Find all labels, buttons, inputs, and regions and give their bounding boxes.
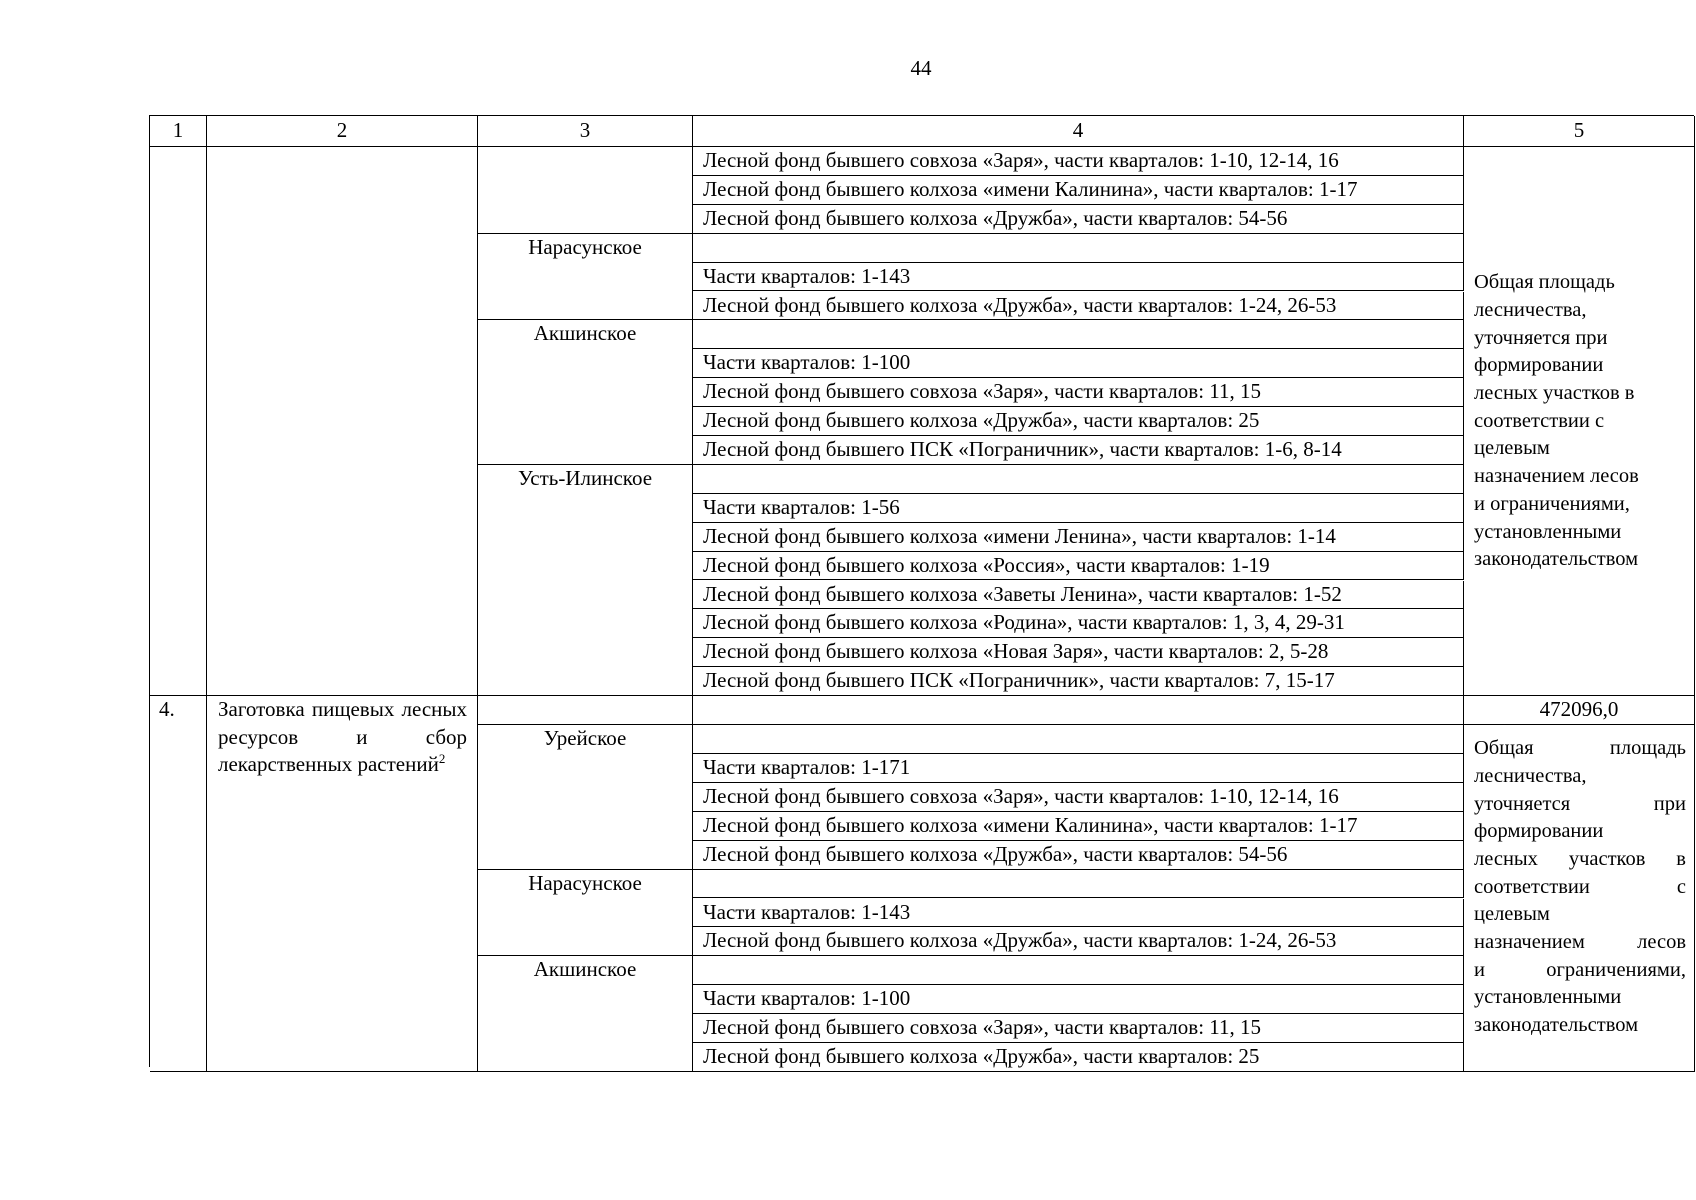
quarter-description-row [693, 696, 1464, 725]
quarter-description-row: Части кварталов: 1-56 [693, 494, 1464, 523]
area-note-cell [1464, 725, 1695, 1072]
area-note-line: Общая площадь [1474, 271, 1615, 294]
quarter-description-row [693, 870, 1464, 899]
area-note-line: лесничества, [1474, 764, 1587, 787]
quarter-description-row: Лесной фонд бывшего колхоза «Дружба», части кварталов: 1-24, 26-53 [693, 927, 1464, 956]
area-note-line: лесных участков в [1474, 382, 1635, 404]
row-number-cell: 4. [150, 696, 207, 1072]
column-header-3: 3 [478, 116, 693, 147]
forestry-district-cell: Акшинское [478, 320, 693, 465]
forestry-district-cell [478, 696, 693, 725]
quarter-description-row: Лесной фонд бывшего колхоза «Дружба», части кварталов: 54-56 [693, 205, 1464, 234]
quarter-description-row [693, 465, 1464, 494]
quarter-description-row: Части кварталов: 1-143 [693, 263, 1464, 292]
quarter-description-row: Лесной фонд бывшего колхоза «Заветы Ленина», части кварталов: 1-52 [693, 581, 1464, 610]
quarter-description-row: Лесной фонд бывшего колхоза «Россия», части кварталов: 1-19 [693, 552, 1464, 581]
activity-cell [207, 147, 478, 696]
area-note-line: назначением лесов [1474, 465, 1639, 488]
area-note-line: и ограничениями, [1474, 958, 1686, 981]
quarter-description-row: Лесной фонд бывшего совхоза «Заря», части кварталов: 1-10, 12-14, 16 [693, 783, 1464, 812]
area-note-line: соответствии с [1474, 875, 1686, 898]
area-note-line: лесных участков в [1474, 847, 1686, 870]
area-note-line: установленными [1474, 520, 1622, 543]
forestry-district-cell: Нарасунское [478, 870, 693, 957]
forestry-district-cell [478, 147, 693, 234]
quarter-description-row: Части кварталов: 1-100 [693, 349, 1464, 378]
quarter-description-row: Лесной фонд бывшего ПСК «Пограничник», части кварталов: 1-6, 8-14 [693, 436, 1464, 465]
forestry-district-cell: Акшинское [478, 956, 693, 1072]
area-note-line: уточняется при [1474, 326, 1608, 349]
area-note-cell [1464, 147, 1695, 696]
quarter-description-row: Части кварталов: 1-100 [693, 985, 1464, 1014]
quarter-description-row: Лесной фонд бывшего колхоза «Новая Заря», части кварталов: 2, 5-28 [693, 638, 1464, 667]
quarter-description-row [693, 234, 1464, 263]
forestry-district-cell: Усть-Илинское [478, 465, 693, 696]
area-note-line: назначением лесов [1474, 931, 1686, 954]
activity-text: Заготовка пищевых лесных ресурсов и сбор лекарственных растений [218, 697, 467, 777]
area-note-line: законодательством [1474, 1014, 1639, 1037]
quarter-description-row: Лесной фонд бывшего колхоза «Дружба», части кварталов: 25 [693, 407, 1464, 436]
area-note-line: целевым [1474, 437, 1550, 460]
area-note-line: лесничества, [1474, 298, 1587, 321]
forestry-district-cell: Нарасунское [478, 234, 693, 321]
quarter-description-row [693, 725, 1464, 754]
area-note-line: соответствии с [1474, 409, 1605, 432]
quarter-description-row: Лесной фонд бывшего совхоза «Заря», части кварталов: 11, 15 [693, 1014, 1464, 1043]
forest-table [149, 115, 1694, 1067]
column-header-5: 5 [1464, 116, 1695, 147]
quarter-description-row: Лесной фонд бывшего колхоза «Родина», части кварталов: 1, 3, 4, 29-31 [693, 609, 1464, 638]
forestry-district-cell: Урейское [478, 725, 693, 870]
area-note-line: целевым [1474, 903, 1550, 926]
area-note-line: уточняется при [1474, 792, 1686, 815]
area-note-line: Общая площадь [1474, 737, 1686, 760]
quarter-description-row: Лесной фонд бывшего колхоза «имени Калинина», части кварталов: 1-17 [693, 176, 1464, 205]
quarter-description-row: Лесной фонд бывшего колхоза «имени Калинина», части кварталов: 1-17 [693, 812, 1464, 841]
quarter-description-row: Лесной фонд бывшего колхоза «имени Ленина», части кварталов: 1-14 [693, 523, 1464, 552]
quarter-description-row: Лесной фонд бывшего совхоза «Заря», части кварталов: 1-10, 12-14, 16 [693, 147, 1464, 176]
row-number-cell [150, 147, 207, 696]
area-note-line: законодательством [1474, 548, 1639, 571]
column-header-4: 4 [693, 116, 1464, 147]
area-note-line: и ограничениями, [1474, 492, 1630, 515]
page-number: 44 [910, 56, 932, 80]
quarter-description-row: Части кварталов: 1-171 [693, 754, 1464, 783]
area-note-line: формировании [1474, 820, 1604, 843]
quarter-description-row: Лесной фонд бывшего совхоза «Заря», части кварталов: 11, 15 [693, 378, 1464, 407]
quarter-description-row: Части кварталов: 1-143 [693, 899, 1464, 928]
area-note-line: формировании [1474, 354, 1604, 377]
column-header-1: 1 [150, 116, 207, 147]
quarter-description-row: Лесной фонд бывшего колхоза «Дружба», части кварталов: 1-24, 26-53 [693, 292, 1464, 321]
quarter-description-row [693, 956, 1464, 985]
area-note-line: установленными [1474, 986, 1622, 1009]
footnote-marker: 2 [438, 751, 446, 767]
column-header-2: 2 [207, 116, 478, 147]
quarter-description-row: Лесной фонд бывшего колхоза «Дружба», части кварталов: 54-56 [693, 841, 1464, 870]
quarter-description-row [693, 320, 1464, 349]
quarter-description-row: Лесной фонд бывшего ПСК «Пограничник», части кварталов: 7, 15-17 [693, 667, 1464, 696]
total-area-cell: 472096,0 [1464, 696, 1695, 725]
quarter-description-row: Лесной фонд бывшего колхоза «Дружба», части кварталов: 25 [693, 1043, 1464, 1072]
activity-cell [207, 696, 478, 1072]
